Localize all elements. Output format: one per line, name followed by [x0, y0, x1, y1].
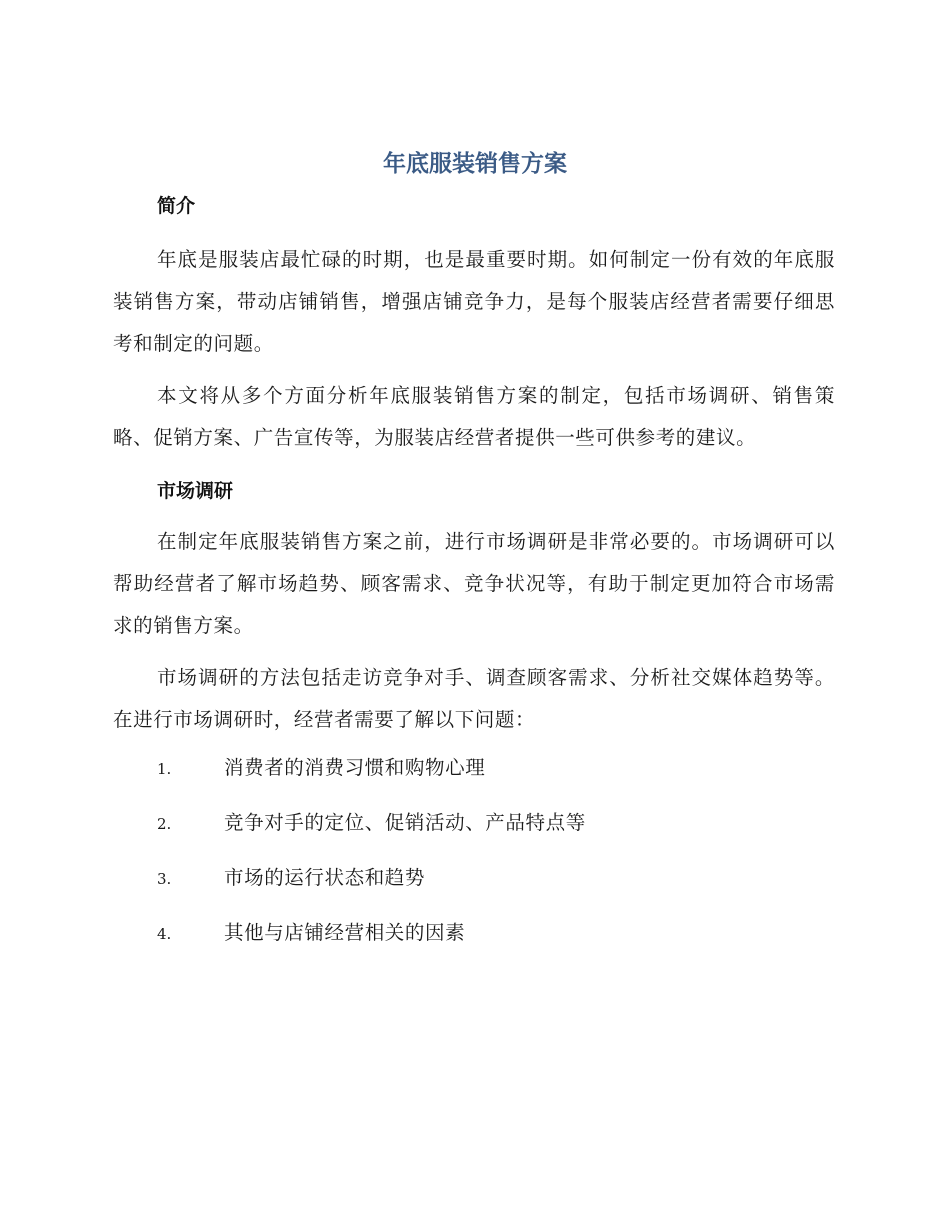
paragraph: 市场调研的方法包括走访竞争对手、调查顾客需求、分析社交媒体趋势等。在进行市场调研时，经营者需要了解以下问题： [113, 666, 835, 731]
document-title: 年底服装销售方案 [383, 151, 567, 177]
list-text: 竞争对手的定位、促销活动、产品特点等 [224, 811, 586, 834]
section-heading: 市场调研 [157, 480, 234, 502]
list-number: 4. [157, 925, 172, 943]
paragraph: 本文将从多个方面分析年底服装销售方案的制定，包括市场调研、销售策略、促销方案、广告宣传等，为服装店经营者提供一些可供参考的建议。 [113, 384, 835, 449]
paragraph: 在制定年底服装销售方案之前，进行市场调研是非常必要的。市场调研可以帮助经营者了解市场趋势、顾客需求、竞争状况等，有助于制定更加符合市场需求的销售方案。 [113, 530, 835, 637]
section-market-research [113, 475, 835, 971]
paragraph: 年底是服装店最忙碌的时期，也是最重要时期。如何制定一份有效的年底服装销售方案，带动店铺销售，增强店铺竞争力，是每个服装店经营者需要仔细思考和制定的问题。 [113, 248, 835, 355]
numbered-list [113, 751, 835, 971]
list-item [113, 861, 835, 916]
section-heading: 简介 [157, 195, 196, 217]
list-text: 消费者的消费习惯和购物心理 [224, 756, 486, 779]
list-item [113, 916, 835, 971]
list-item [113, 806, 835, 861]
document-body [113, 190, 835, 971]
section-intro [113, 190, 835, 459]
list-number: 1. [157, 760, 172, 778]
list-text: 其他与店铺经营相关的因素 [224, 921, 466, 944]
list-item [113, 751, 835, 806]
list-text: 市场的运行状态和趋势 [224, 866, 426, 889]
list-number: 2. [157, 815, 172, 833]
list-number: 3. [157, 870, 172, 888]
